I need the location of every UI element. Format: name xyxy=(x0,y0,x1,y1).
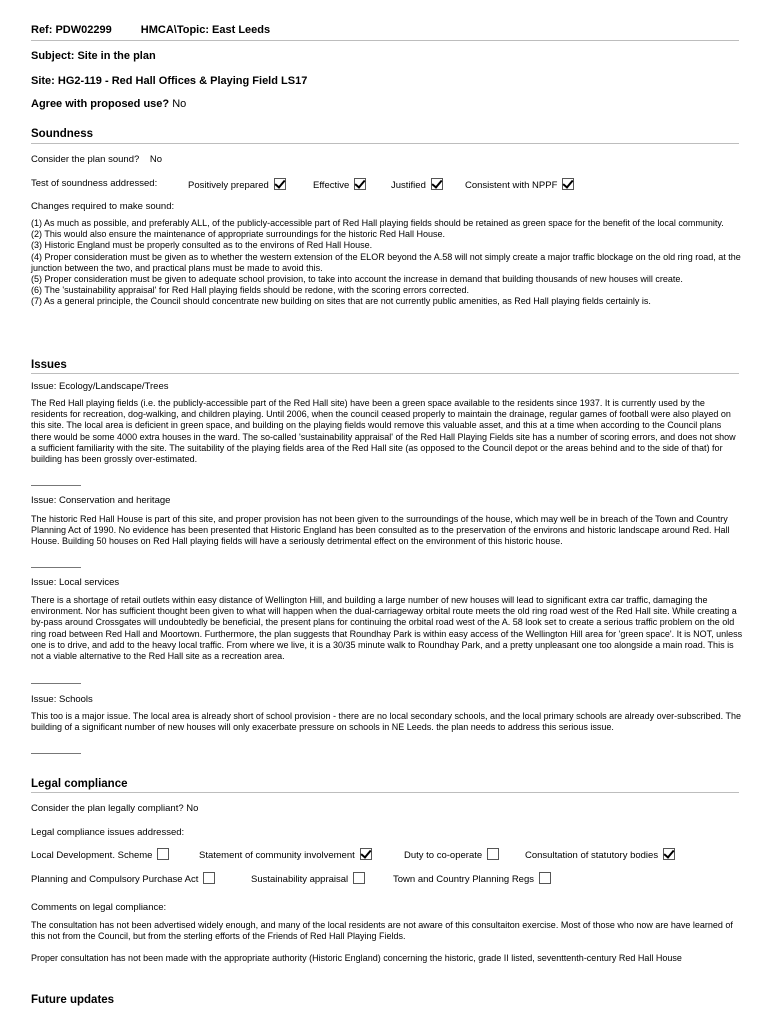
agree-value: No xyxy=(172,98,187,110)
sound-question-line xyxy=(31,154,162,165)
legal-answer: No xyxy=(186,803,199,814)
legal-sustainability-appraisal: Sustainability appraisal xyxy=(251,872,365,885)
change-item: (4) Proper consideration must be given as to whether the western extension of the ELOR beyond the A.58 will not simply create a major traffic blockage on the old ring road, at the junction between the two, and practical plans must be made to avoid this. xyxy=(31,251,741,273)
legal-consultation-statutory: Consultation of statutory bodies xyxy=(525,848,675,861)
changes-text xyxy=(31,218,743,308)
sound-answer: No xyxy=(149,154,163,165)
test-effective: Effective xyxy=(313,178,366,191)
change-item: (7) As a general principle, the Council should concentrate new building on sites that are not currently public amenities, as Red Hall playing fields certainly is. xyxy=(31,296,651,307)
test-justified: Justified xyxy=(391,178,443,191)
legal-planning-act: Planning and Compulsory Purchase Act xyxy=(31,872,215,885)
change-item: (1) As much as possible, and preferably ALL, of the publicly-accessible part of Red Hall playing fields should be retained as green space for the benefit of the local community. xyxy=(31,218,724,228)
issue-separator xyxy=(31,567,81,568)
checkbox-statement-community[interactable] xyxy=(360,848,372,860)
checkbox-planning-act[interactable] xyxy=(203,872,215,884)
issues-heading: Issues xyxy=(31,359,67,371)
legal-heading: Legal compliance xyxy=(31,778,128,790)
checkbox-consultation-statutory[interactable] xyxy=(663,848,675,860)
tests-label: Test of soundness addressed: xyxy=(31,178,158,189)
issue-separator xyxy=(31,485,81,486)
change-item: (3) Historic England must be properly consulted as to the environs of Red Hall House. xyxy=(31,240,373,251)
issue-text-schools: This too is a major issue. The local area is already short of school provision - there are no local secondary schools, and the local primary schools are already over-subscribed. The building of a significant number of new houses will only exacerbate pressure on schools in NE Leeds. the plan needs to address this serious issue. xyxy=(31,711,742,733)
issue-label-ecology: Issue: Ecology/Landscape/Trees xyxy=(31,381,169,392)
checkbox-consistent-nppf[interactable] xyxy=(562,178,574,190)
issue-separator xyxy=(31,753,81,754)
issue-text-local-services: There is a shortage of retail outlets within easy distance of Wellington Hill, and building a large number of new houses will lead to significant extra car traffic, damaging the environment. Nor has sufficient thought been given to what will happen when the dual-carriageway orbital route meets the old ring road west of the Red Hall site. While creating a by-pass around Crossgates will undoubtedly be beneficial, the present plans for continuing the orbital road west of the A. 58 look set to create a serious traffic problem on the old ring road between Red Hall and Moortown. Furthermore, the plan suggests that Roundhay Park is within easy access of the Wellington Hill area for 'green space'. It is NOT, unless one is to drive, and add to the heavy local traffic. From where we live, it is a 30/35 minute walk to Roundhay Park, and a pretty unpleasant one too alongside a main road. This is not a viable alternative to the Red Hall site as a recreation area. xyxy=(31,595,743,662)
checkbox-tcp-regs[interactable] xyxy=(539,872,551,884)
change-item: (6) The 'sustainability appraisal' for Red Hall playing fields should be redone, with the scoring errors corrected. xyxy=(31,285,469,296)
change-item: (2) This would also ensure the maintenance of appropriate surroundings for the historic Red Hall House. xyxy=(31,229,446,240)
header-divider xyxy=(31,40,739,41)
legal-tcp-regs: Town and Country Planning Regs xyxy=(393,872,551,885)
legal-comment-2: Proper consultation has not been made with the appropriate authority (Historic England) concerning the historic, grade II listed, seventtenth-century Red Hall House xyxy=(31,953,682,963)
issue-label-schools: Issue: Schools xyxy=(31,694,93,705)
issue-label-heritage: Issue: Conservation and heritage xyxy=(31,495,171,506)
legal-duty-to-cooperate: Duty to co-operate xyxy=(404,848,499,861)
legal-question-line xyxy=(31,803,198,814)
agree-line xyxy=(31,98,186,110)
checkbox-effective[interactable] xyxy=(354,178,366,190)
checkbox-duty-to-cooperate[interactable] xyxy=(487,848,499,860)
issue-text-heritage: The historic Red Hall House is part of this site, and proper provision has not been given to the surroundings of the house, which may well be in breach of the Town and Country Planning Act of 1990. No evidence has been presented that Historic England has been consulted as to the preservation of the environs and historic landscape around Red. Hall House. Building 50 houses on Red Hall playing fields will have a seriously detrimental effect on the environment of this historic house. xyxy=(31,514,730,547)
agree-label: Agree with proposed use? xyxy=(31,98,170,110)
issue-text-ecology: The Red Hall playing fields (i.e. the publicly-accessible part of the Red Hall site) have been a green space available to the residents since 1937. It is currently used by the residents for recreation, dog-walking, and children playing. Until 2006, when the council ceased properly to maintain the drainage, regular games of football were also played on this site. The local area is deficient in green space, and building on the playing fields would remove this valuable asset, and this at a time when according to the Council plans there would be some 4000 extra houses in the ward. The so-called 'sustainability appraisal' of the Red Hall Playing Fields site has a number of scoring errors, and does not show a sufficient familiarity with the site. The suitability of the playing fields area of the Red Hall site (as opposed to the Council depot or the areas behind and to the side of that) for building has been grossly over-estimated. xyxy=(31,398,736,465)
header-row xyxy=(31,24,296,36)
issue-label-local-services: Issue: Local services xyxy=(31,577,120,588)
legal-statement-community: Statement of community involvement xyxy=(199,848,372,861)
soundness-divider xyxy=(31,143,739,144)
checkbox-positively-prepared[interactable] xyxy=(274,178,286,190)
checkbox-justified[interactable] xyxy=(431,178,443,190)
legal-local-development-scheme: Local Development. Scheme xyxy=(31,848,169,861)
checkbox-local-development-scheme[interactable] xyxy=(157,848,169,860)
legal-comment-1: The consultation has not been advertised widely enough, and many of the local residents are not aware of this consultaiton exercise. Most of those who now are have learned of this not from the Council, but from the sterling efforts of the Friends of Red Hall Playing Fields. xyxy=(31,920,733,942)
legal-question: Consider the plan legally compliant? xyxy=(31,803,184,814)
ref-number: Ref: PDW02299 xyxy=(31,24,112,36)
legal-comments-label: Comments on legal compliance: xyxy=(31,902,167,913)
issues-divider xyxy=(31,373,739,374)
sound-question: Consider the plan sound? xyxy=(31,154,140,165)
topic: HMCA\Topic: East Leeds xyxy=(140,24,271,36)
subject: Subject: Site in the plan xyxy=(31,50,156,62)
future-updates-heading: Future updates xyxy=(31,994,115,1006)
checkbox-sustainability-appraisal[interactable] xyxy=(353,872,365,884)
issue-separator xyxy=(31,683,81,684)
legal-issues-label: Legal compliance issues addressed: xyxy=(31,827,185,838)
test-consistent-nppf: Consistent with NPPF xyxy=(465,178,574,191)
test-positively-prepared: Positively prepared xyxy=(188,178,286,191)
changes-label: Changes required to make sound: xyxy=(31,201,175,212)
change-item: (5) Proper consideration must be given to adequate school provision, to take into account the increase in demand that building thousands of new houses will create. xyxy=(31,274,683,285)
soundness-heading: Soundness xyxy=(31,128,93,140)
legal-divider xyxy=(31,792,739,793)
site-title: Site: HG2-119 - Red Hall Offices & Playing Field LS17 xyxy=(31,75,308,87)
